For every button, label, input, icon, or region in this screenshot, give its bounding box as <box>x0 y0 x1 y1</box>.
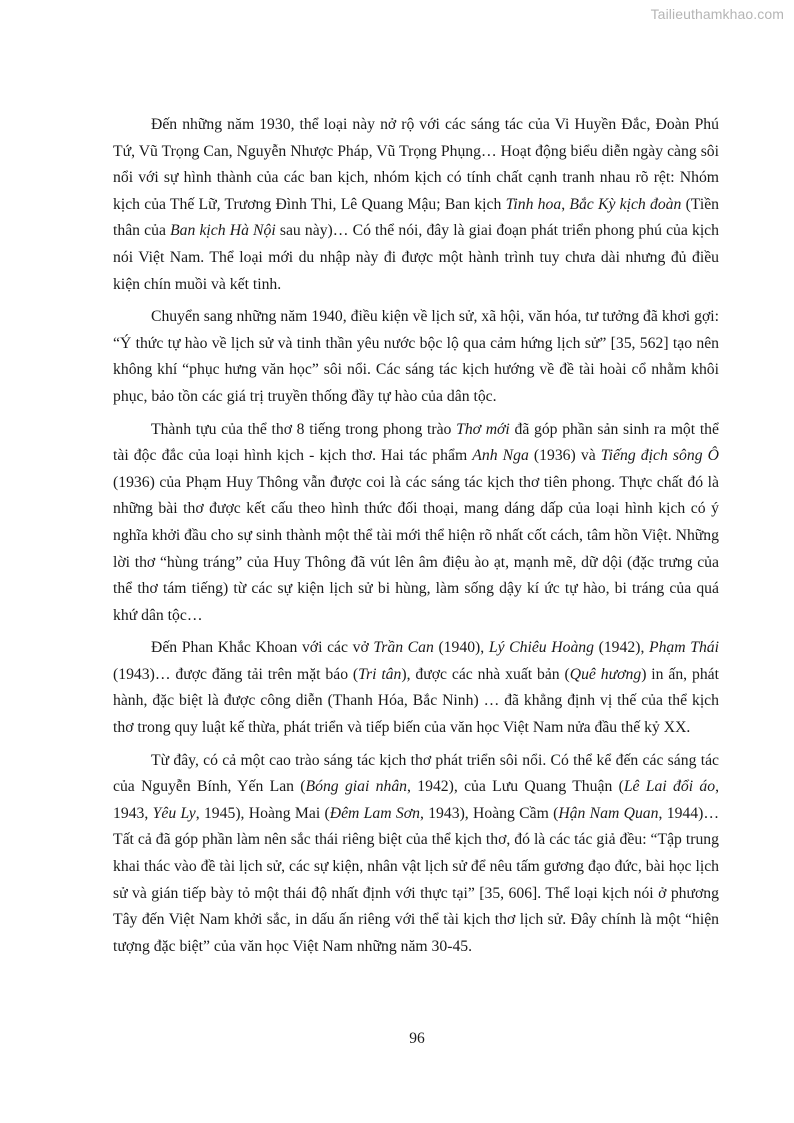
body-text <box>113 112 719 960</box>
italic-title: Trần Can <box>373 639 434 657</box>
page-number: 96 <box>409 1030 425 1047</box>
text-run: (1943)… được đăng tải trên mặt báo ( <box>113 665 359 683</box>
italic-title: Hận Nam Quan <box>558 804 659 822</box>
italic-title: Tinh hoa <box>505 195 562 213</box>
italic-title: Lý Chiêu Hoàng <box>488 639 594 657</box>
text-run: Từ đây, có cả một cao trào sáng tác kịch thơ phát triển sôi nổi. Có thể kể đến các sáng tác của Nguyễn Bính, Yến Lan ( <box>113 751 719 796</box>
italic-title: Anh Nga <box>472 447 529 465</box>
italic-title: Thơ mới <box>456 420 510 438</box>
italic-title: Bóng giai nhân <box>305 778 408 796</box>
italic-title: Đêm Lam Sơn <box>329 804 420 822</box>
text-run: (1942), <box>593 639 649 657</box>
italic-title: Phạm Thái <box>649 639 720 657</box>
text-run: ) in ấn, phát hành, đặc biệt là được công diễn (Thanh Hóa, Bắc Ninh) … đã khẳng định vị thế của thể kịch thơ trong quy luật kế thừa, phát triển và tiếp biến của văn học Việt Nam nửa đầu thế kỷ XX. <box>113 665 719 737</box>
text-run: (1940), <box>433 639 489 657</box>
text-run: ), được các nhà xuất bản ( <box>401 665 570 683</box>
text-run: (Tiền thân của <box>113 195 719 240</box>
text-run: , 1942), của Lưu Quang Thuận ( <box>407 778 624 796</box>
text-run: đã góp phần sản sinh ra một thể tài độc đắc của loại hình kịch - kịch thơ. Hai tác phẩm <box>113 420 719 465</box>
italic-title: Tri tân <box>358 665 402 683</box>
text-run: , 1945), Hoàng Mai ( <box>195 804 330 822</box>
text-run: , <box>561 195 570 213</box>
text-run: Đến những năm 1930, thể loại này nở rộ với các sáng tác của Vi Huyền Đắc, Đoàn Phú Tứ, Vũ Trọng Can, Nguyễn Nhược Pháp, Vũ Trọng Phụng… Hoạt động biểu diễn ngày càng sôi nổi với sự hình thành của các ban kịch, nhóm kịch có tính chất cạnh tranh nhau rõ rệt: Nhóm kịch của Thế Lữ, Trương Đình Thi, Lê Quang Mậu; Ban kịch <box>113 116 719 213</box>
text-run: Chuyển sang những năm 1940, điều kiện về lịch sử, xã hội, văn hóa, tư tưởng đã khơi gợi: “Ý thức tự hào về lịch sử và tinh thần yêu nước bộc lộ qua cảm hứng lịch sử” [35, 562] tạo nên không khí “phục hưng văn học” sôi nổi. Các sáng tác kịch hướng về đề tài hoài cổ nhằm khôi phục, bảo tồn các giá trị truyền thống đầy tự hào của dân tộc. <box>113 308 719 405</box>
paragraph-2 <box>113 304 719 410</box>
italic-title: Bắc Kỳ kịch đoàn <box>569 195 682 213</box>
italic-title: Yêu Ly <box>152 804 196 822</box>
text-run: (1936) của Phạm Huy Thông vẫn được coi là các sáng tác kịch thơ tiên phong. Thực chất đó là những bài thơ được kết cấu theo hình thức đối thoại, mang dáng dấp của loại hình kịch có ý nghĩa khởi đầu cho sự sinh thành một thể tài mới thể hiện rõ nhất cốt cách, tâm hồn Việt. Những lời thơ “hùng tráng” của Huy Thông đã vút lên âm điệu ào ạt, mạnh mẽ, dữ dội (đặc trưng của thể thơ tám tiếng) từ các sự kiện lịch sử bi hùng, làm sống dậy kí ức tự hào, bi tráng của quá khứ dân tộc… <box>113 473 719 624</box>
paragraph-1 <box>113 112 719 298</box>
watermark: Tailieuthamkhao.com <box>650 6 784 22</box>
italic-title: Lê Lai đổi áo <box>623 778 716 796</box>
text-run: (1936) và <box>528 447 601 465</box>
paragraph-5 <box>113 748 719 961</box>
text-run: sau này)… Có thể nói, đây là giai đoạn phát triển phong phú của kịch nói Việt Nam. Thể loại mới du nhập này đi được một hành trình tuy chưa dài nhưng đủ điều kiện chín muồi và kết tinh. <box>113 222 719 293</box>
text-run: Đến Phan Khắc Khoan với các vở <box>151 639 374 657</box>
text-run: , 1944)… Tất cả đã góp phần làm nên sắc thái riêng biệt của thể kịch thơ, đó là các tác giả đều: “Tập trung khai thác vào đề tài lịch sử, các sự kiện, nhân vật lịch sử để nêu tấm gương đạo đức, bài học lịch sử và gián tiếp bày tỏ một thái độ nhất định với thực tại” [35, 606]. Thể loại kịch nói ở phương Tây đến Việt Nam khởi sắc, in dấu ấn riêng với thể tài kịch thơ lịch sử. Đây chính là một “hiện tượng đặc biệt” của văn học Việt Nam những năm 30-45. <box>113 804 720 955</box>
italic-title: Tiếng địch sông Ô <box>600 447 719 465</box>
paragraph-4 <box>113 635 719 741</box>
italic-title: Ban kịch Hà Nội <box>170 222 276 240</box>
italic-title: Quê hương <box>569 665 642 683</box>
text-run: , 1943), Hoàng Cầm ( <box>419 804 559 822</box>
text-run: , 1943, <box>113 778 719 822</box>
paragraph-3 <box>113 417 719 630</box>
text-run: Thành tựu của thể thơ 8 tiếng trong phong trào <box>151 420 457 438</box>
